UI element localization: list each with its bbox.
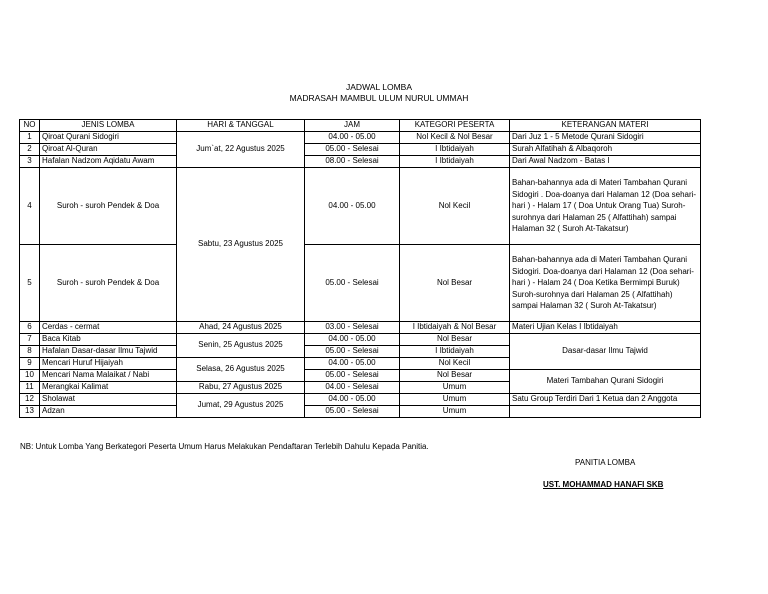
- row-lomba: Baca Kitab: [40, 334, 177, 346]
- schedule-table: [19, 119, 701, 418]
- row-kategori: I Ibtidaiyah: [400, 346, 510, 358]
- row-kategori: I Ibtidaiyah: [400, 156, 510, 168]
- row-kategori: Nol Kecil: [400, 168, 510, 245]
- row-kategori: I Ibtidaiyah & Nol Besar: [400, 322, 510, 334]
- row-date: Ahad, 24 Agustus 2025: [177, 322, 305, 334]
- row-kategori: I Ibtidaiyah: [400, 144, 510, 156]
- row-jam: 04.00 - 05.00: [305, 358, 400, 370]
- row-kategori: Umum: [400, 382, 510, 394]
- table-row: [20, 132, 701, 144]
- table-row: [20, 394, 701, 406]
- row-keterangan: Dari Awal Nadzom - Batas I: [510, 156, 701, 168]
- row-no: 13: [20, 406, 40, 418]
- row-keterangan-merged: Dasar-dasar Ilmu Tajwid: [510, 334, 701, 370]
- table-row: [20, 370, 701, 382]
- row-jam: 03.00 - Selesai: [305, 322, 400, 334]
- signer-name: UST. MOHAMMAD HANAFI SKB: [543, 480, 664, 489]
- row-lomba: Mencari Huruf Hijaiyah: [40, 358, 177, 370]
- row-jam: 04.00 - 05.00: [305, 394, 400, 406]
- committee-label: PANITIA LOMBA: [575, 458, 636, 467]
- row-kategori: Nol Besar: [400, 334, 510, 346]
- row-kategori: Nol Besar: [400, 370, 510, 382]
- header-hari-tanggal: HARI & TANGGAL: [177, 120, 305, 132]
- row-no: 9: [20, 358, 40, 370]
- row-lomba: Hafalan Dasar-dasar Ilmu Tajwid: [40, 346, 177, 358]
- row-keterangan: Materi Ujian Kelas I Ibtidaiyah: [510, 322, 701, 334]
- row-no: 8: [20, 346, 40, 358]
- row-lomba: Suroh - suroh Pendek & Doa: [40, 245, 177, 322]
- row-jam: 04.00 - 05.00: [305, 168, 400, 245]
- row-lomba: Suroh - suroh Pendek & Doa: [40, 168, 177, 245]
- row-kategori: Nol Besar: [400, 245, 510, 322]
- row-no: 5: [20, 245, 40, 322]
- table-row: [20, 144, 701, 156]
- row-keterangan: Satu Group Terdiri Dari 1 Ketua dan 2 Anggota: [510, 394, 701, 406]
- row-jam: 08.00 - Selesai: [305, 156, 400, 168]
- row-no: 4: [20, 168, 40, 245]
- row-no: 3: [20, 156, 40, 168]
- row-kategori: Nol Kecil: [400, 358, 510, 370]
- row-keterangan-merged: Materi Tambahan Qurani Sidogiri: [510, 370, 701, 394]
- header-jenis-lomba: JENIS LOMBA: [40, 120, 177, 132]
- header-kategori: KATEGORI PESERTA: [400, 120, 510, 132]
- row-no: 6: [20, 322, 40, 334]
- header-keterangan: KETERANGAN MATERI: [510, 120, 701, 132]
- table-row: [20, 245, 701, 322]
- document-title: JADWAL LOMBA: [346, 82, 412, 92]
- row-keterangan: Bahan-bahannya ada di Materi Tambahan Qurani Sidogiri . Doa-doanya dari Halaman 12 (Doa sehari-hari ) - Halam 17 ( Doa Untuk Orang Tua) Suroh-surohnya dari Halaman 25 ( Alfattihah) sampai Halaman 32 ( Suroh At-Takatsur): [510, 168, 701, 245]
- header-jam: JAM: [305, 120, 400, 132]
- table-row: [20, 406, 701, 418]
- row-lomba: Adzan: [40, 406, 177, 418]
- row-jam: 05.00 - Selesai: [305, 406, 400, 418]
- table-row: [20, 334, 701, 346]
- row-lomba: Hafalan Nadzom Aqidatu Awam: [40, 156, 177, 168]
- footnote: NB: Untuk Lomba Yang Berkategori Peserta Umum Harus Melakukan Pendaftaran Terlebih Dahulu Kepada Panitia.: [20, 442, 429, 451]
- row-jam: 05.00 - Selesai: [305, 144, 400, 156]
- row-jam: 04.00 - 05.00: [305, 132, 400, 144]
- row-no: 1: [20, 132, 40, 144]
- row-date: Rabu, 27 Agustus 2025: [177, 382, 305, 394]
- row-jam: 04.00 - Selesai: [305, 382, 400, 394]
- row-lomba: Qiroat Qurani Sidogiri: [40, 132, 177, 144]
- row-jam: 04.00 - 05.00: [305, 334, 400, 346]
- row-keterangan: Bahan-bahannya ada di Materi Tambahan Qurani Sidogiri. Doa-doanya dari Halaman 12 (Doa sehari-hari ) - Halam 24 ( Doa Ketika Bermimpi Buruk) Suroh-surohnya dari Halaman 25 ( Alfattihah) sampai Halaman 32 ( Suroh At-Takatsur): [510, 245, 701, 322]
- row-no: 11: [20, 382, 40, 394]
- header-no: NO: [20, 120, 40, 132]
- row-jam: 05.00 - Selesai: [305, 245, 400, 322]
- row-kategori: Umum: [400, 406, 510, 418]
- row-date: Jumat, 29 Agustus 2025: [177, 394, 305, 418]
- document-subtitle: MADRASAH MAMBUL ULUM NURUL UMMAH: [289, 93, 469, 103]
- row-keterangan: [510, 406, 701, 418]
- row-jam: 05.00 - Selesai: [305, 346, 400, 358]
- table-row: [20, 168, 701, 245]
- row-date: Selasa, 26 Agustus 2025: [177, 358, 305, 382]
- row-kategori: Umum: [400, 394, 510, 406]
- row-lomba: Cerdas - cermat: [40, 322, 177, 334]
- row-keterangan: Surah Alfatihah & Albaqoroh: [510, 144, 701, 156]
- row-lomba: Merangkai Kalimat: [40, 382, 177, 394]
- row-no: 7: [20, 334, 40, 346]
- row-no: 2: [20, 144, 40, 156]
- row-no: 10: [20, 370, 40, 382]
- row-lomba: Mencari Nama Malaikat / Nabi: [40, 370, 177, 382]
- row-no: 12: [20, 394, 40, 406]
- row-date: Sabtu, 23 Agustus 2025: [177, 168, 305, 322]
- table-row: [20, 322, 701, 334]
- table-header-row: [20, 120, 701, 132]
- row-lomba: Qiroat Al-Quran: [40, 144, 177, 156]
- row-keterangan: Dari Juz 1 - 5 Metode Qurani Sidogiri: [510, 132, 701, 144]
- row-date: Jum`at, 22 Agustus 2025: [177, 132, 305, 168]
- row-date: Senin, 25 Agustus 2025: [177, 334, 305, 358]
- row-kategori: Nol Kecil & Nol Besar: [400, 132, 510, 144]
- row-jam: 05.00 - Selesai: [305, 370, 400, 382]
- row-lomba: Sholawat: [40, 394, 177, 406]
- table-row: [20, 156, 701, 168]
